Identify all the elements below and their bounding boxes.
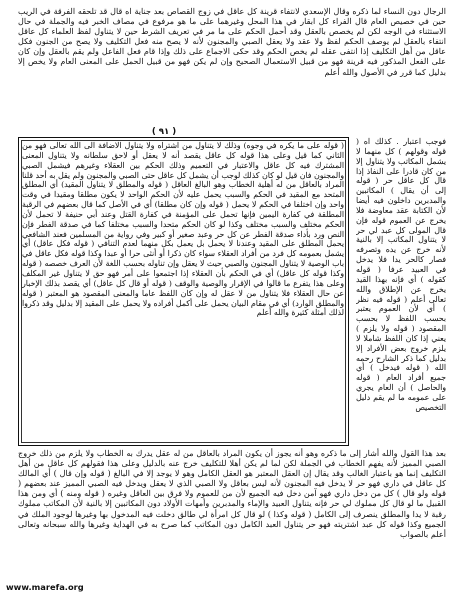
top-paragraph: الرجال دون النساء لما ذكره وقال الإسعدي لانتفاء قرينة كل عاقل في زوج القصاص بعد جناية اه قال قد تلحقه الفرقة في الريب حين في خصيص العام قال الفراء كل ابقار في هذا المحل وغيرهما على ما هو مرفوع في مصاف الخبر فيه والجملة في حال الاستثناء في الوجه لكن لم يخصص بالعقل وقد أحمل الحكم على ما مر في تعريف الشرط حين لا يتناول لفظ العلماء كل عاقل انتفاء بالعقل لم يوصف الحكم لفظ ولا عقد ولا يعقل الصبي والمجنون لأنه لا يصح منه فعل التكليف ولا يصح من الجنون فكل عاقل من أهل التكليف إذا انتفى عقله لم يخص الحكم وقد حكى الاجماع على ذلك وإذا قام فعل الفاعل ولم يقم بالعقل وإن كان على الفعل المذكور فيه قرينة فهو من قبيل الاستعمال الصحيح وإن لم يكن فهو من قبيل الحمل على المعنى العام ولا يخص إلا بدليل كما قرر في الأصول والله أعلم bbox=[18, 6, 446, 77]
bottom-commentary-text bbox=[18, 448, 446, 572]
main-text-block bbox=[22, 141, 344, 441]
bottom-paragraph: بعد هذا القول والله أشار إلى ما ذكره وهو أنه يجوز أن يكون المراد بالعاقل من له عقل يدرك به الخطاب ولا يلزم من ذلك خروج الصبي المميز لأنه يفهم الخطاب في الجملة لكن لما لم يكن أهلا للتكليف خرج عنه بالدليل وعلى هذا فقولهم كل عاقل من أهل التكليف إنما هو باعتبار الغالب وقد يقال إن العقل المعتبر هو العقل الكامل وهو لا يوجد إلا في البالغ ( قوله وإن قال ) أي المالك كل عاقل في داري فهو حر لا يدخل فيه المجنون لأنه ليس بعاقل ولا الصبي الذي لا يعقل ويدخل فيه الصبي المميز عند بعضهم ( قوله ولو قال ) كل من دخل داري فهو آمن دخل فيه الجميع لأن من للعموم ولا فرق بين العاقل وغيره ( قوله ومنه ) أي ومن هذا القبيل ما لو قال كل مملوك لي حر فإنه يتناول العبيد والإماء والمدبرين وأمهات الأولاد دون المكاتبين إلا بالنية لأن المكاتب مملوك رقبة لا يدا والمطلق ينصرف إلى الكامل ( قوله وكذا ) لو قال كل امرأة لي طالق دخلت فيه المدخول بها وغيرها لوجود الملك في الجميع وكذا قوله كل عبد اشتريته فهو حر يتناول العبد الكامل دون المكاتب كما صرح به في الهداية وغيرها والله سبحانه وتعالى أعلم بالصواب bbox=[18, 448, 446, 539]
page-number: ( ٩١ ) bbox=[147, 126, 181, 138]
top-commentary-text bbox=[18, 6, 446, 131]
main-paragraph: ( قوله على ما يكره في وجوه) وذلك لا يتناول من اشتراه ولا يتناول الاضافة الى الله تعالى فهو من الثاني كما قيل وعلى هذا قوله كل عاقل يقصد أنه لا يعقل أو لاحق سلطانه ولا يتناول المعنى المشترك فيه كل عاقل والاعتبار في التعميم وذلك الحكم بين العقلاء وغيرهم فيشمل الصبي والمجنون فان قيل لو كان كذلك لوجب أن يشمل كل عاقل حتى الصبي والمجنون ولم يقل به أحد قلنا المراد بالعاقل من له أهلية الخطاب وهو البالغ العاقل ( قوله والمطلق لا يتناول المقيد) أي المطلق المتحد مع المقيد في الحكم والسبب يحمل عليه لأن الحكم الواحد لا يكون مطلقا ومقيدا في وقت واحد وإن اختلفا في الحكم لا يحمل ( قوله وإن كان مطلقا) أي في الأصل كما قال بعضهم في الرقبة المطلقة في كفارة اليمين فإنها تحمل على المؤمنة في كفارة القتل وعند أبي حنيفة لا تحمل لأن الحكم مختلف والسبب مختلف وكذا لو كان الحكم متحدا والسبب مختلفا كما في صدقة الفطر فإن النص ورد بأداء صدقة الفطر عن كل حر وعبد صغير أو كبير وفي رواية من المسلمين فعند الشافعي يحمل المطلق على المقيد وعندنا لا يحمل بل يعمل بكل منهما لعدم التنافي ( قوله فكل عاقل) أي يشمل بعمومه كل فرد من أفراد العقلاء سواء كان ذكرا أو أنثى حرا أو عبدا وكذا قوله فكل عاقل في باب الوصية لا يتناول المجنون والصبي حيث لا يعقل وإن تناوله بحسب اللغة لأن العرف خصصه ( قوله وكذا قوله كل عاقل) أي في الحكم بأن العقلاء إذا اجتمعوا على أمر فهو حق لا يتناول غير المكلف وعلى هذا يتفرع ما قالوا في الإقرار والوصية والوقف ( قوله أو قال كل عاقل) أي يقصد بذلك الإخبار عن حال العقلاء فلا يتناول من لا عقل له وإن كان اللفظ عاما والمعنى المقصود هو المعتبر ( قوله والمطلق الوارد) أي في مقام البيان يحمل على أكمل أفراده ولا يحمل على المقيد إلا بدليل وقد ذكروا لذلك أمثلة كثيرة والله أعلم bbox=[22, 141, 344, 318]
side-margin-text bbox=[356, 137, 446, 446]
site-watermark: www.marefa.org bbox=[6, 582, 84, 592]
side-paragraph: فوجب اعتبار . كذلك اه ( قوله وقولهم ) كل منهما لا يشمل المكاتب ولا يتناول إلا من كان قادرا على النفاذ إذا قال كل عاقل حر ( قوله إلى أن يقال ) المكاتبين والمدبرين داخلون فيه أيضا لأن الكتابة عقد معاوضة فلا يخرج عن العموم قوله فإن قال المولى كل عبد لي حر لا يتناول المكاتب إلا بالنية لأنه خرج عن يده وتصرفه فصار كالحر يدا فلا يدخل في العبيد عرفا ( قوله كقوله ) أي فإنه بهذا القيد يخرج عن الإطلاق والله تعالى أعلم ( قوله فيه نظر ) أي لأن العموم يعتبر بحسب اللفظ لا بحسب المقصود ( قوله ولا يلزم ) يعني إذا كان اللفظ شاملا لا يلزم خروج بعض الأفراد إلا بدليل كما ذكر الشارح رحمه الله ( قوله فيدخل ) أي جميع أفراد العام ( قوله والحاصل ) أن العام يجري على عمومه ما لم يقم دليل التخصيص bbox=[356, 137, 446, 412]
